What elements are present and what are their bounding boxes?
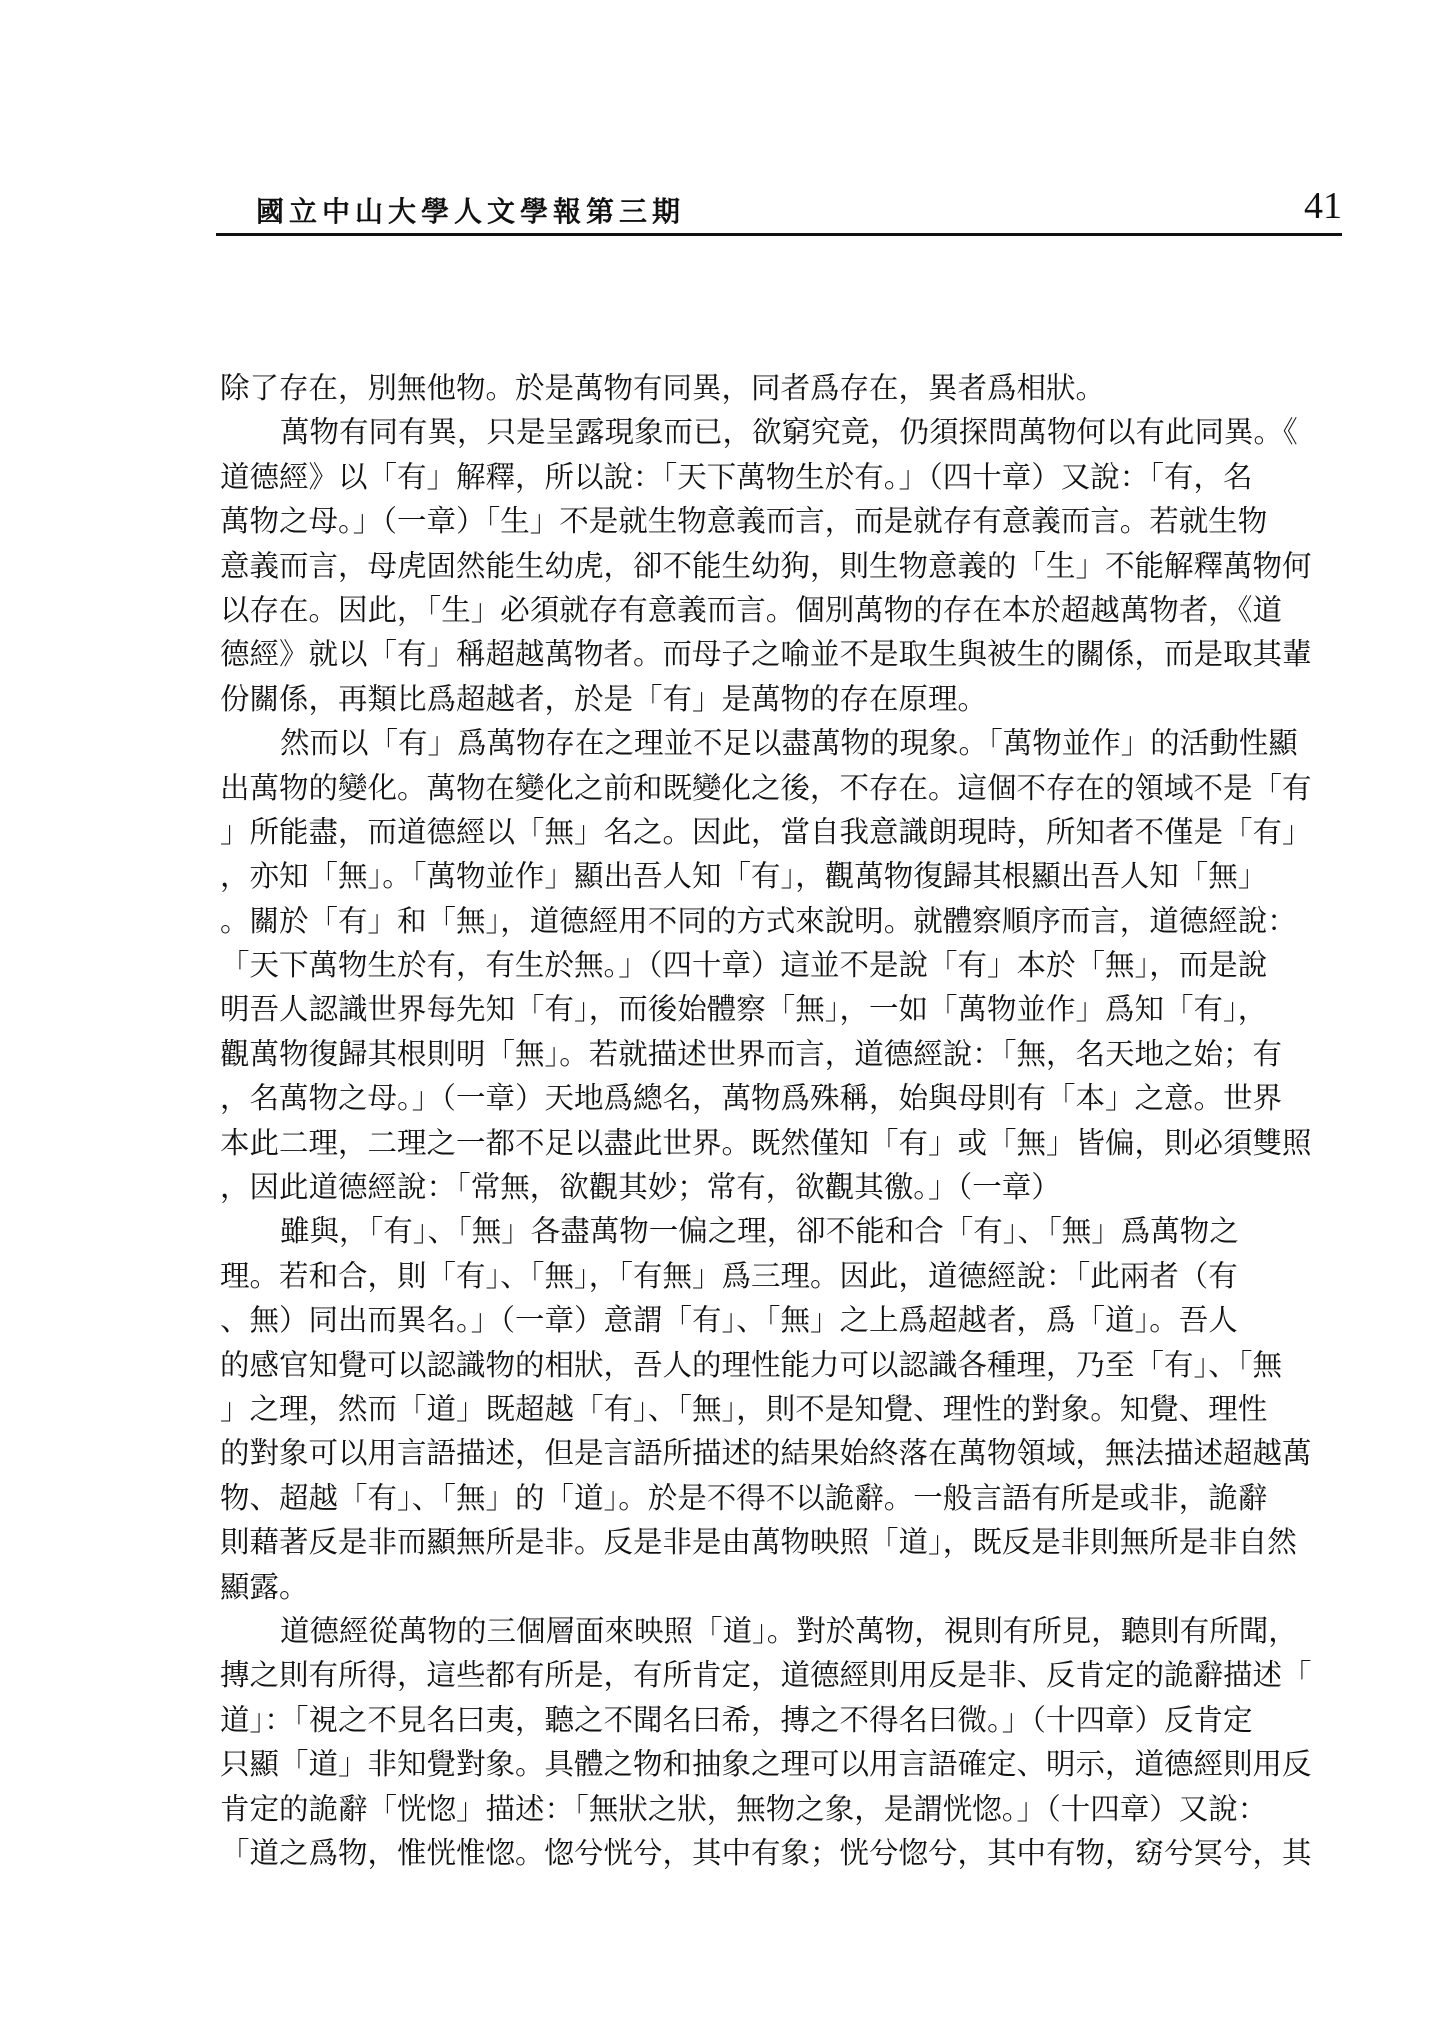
text-line: 出萬物的變化。萬物在變化之前和既變化之後，不存在。這個不存在的領域不是「有 [220, 770, 1312, 805]
text-line: 本此二理，二理之一都不足以盡此世界。既然僅知「有」或「無」皆偏，則必須雙照 [220, 1125, 1312, 1160]
text-line: 「道之爲物，惟恍惟惚。惚兮恍兮，其中有象；恍兮惚兮，其中有物，窈兮冥兮，其 [220, 1835, 1312, 1870]
journal-title: 國立中山大學人文學報第三期 [256, 195, 686, 228]
text-line: 肯定的詭辭「恍惚」描述：「無狀之狀，無物之象，是謂恍惚。」（十四章）又說： [220, 1791, 1268, 1826]
text-line: 道」：「視之不見名曰夷，聽之不聞名曰希，摶之不得名曰微。」（十四章）反肯定 [220, 1702, 1253, 1737]
header-rule [216, 233, 1342, 236]
text-line: 道德經從萬物的三個層面來映照「道」。對於萬物，視則有所見，聽則有所聞， [280, 1613, 1298, 1648]
text-line: 。關於「有」和「無」，道德經用不同的方式來說明。就體察順序而言，道德經說： [220, 903, 1297, 938]
text-line: 只顯「道」非知覺對象。具體之物和抽象之理可以用言語確定、明示，道德經則用反 [220, 1747, 1312, 1782]
text-line: 然而以「有」爲萬物存在之理並不足以盡萬物的現象。「萬物並作」的活動性顯 [280, 726, 1298, 761]
text-line: 觀萬物復歸其根則明「無」。若就描述世界而言，道德經說：「無，名天地之始；有 [220, 1036, 1283, 1071]
text-line: 摶之則有所得，這些都有所是，有所肯定，道德經則用反是非、反肯定的詭辭描述「 [220, 1658, 1312, 1693]
text-line: 顯露。 [220, 1569, 309, 1604]
text-line: ，亦知「無」。「萬物並作」顯出吾人知「有」，觀萬物復歸其根顯出吾人知「無」 [220, 859, 1268, 894]
text-line: 份關係，再類比爲超越者，於是「有」是萬物的存在原理。 [220, 681, 988, 716]
text-line: 萬物之母。」（一章）「生」不是就生物意義而言，而是就存有意義而言。若就生物 [220, 504, 1268, 539]
text-line: 萬物有同有異，只是呈露現象而已，欲窮究竟，仍須探問萬物何以有此同異。《 [280, 415, 1298, 450]
text-line: 」所能盡，而道德經以「無」名之。因此，當自我意識朗現時，所知者不僅是「有」 [220, 814, 1312, 849]
text-line: 「天下萬物生於有，有生於無。」（四十章）這並不是說「有」本於「無」，而是說 [220, 948, 1268, 983]
text-line: 、無）同出而異名。」（一章）意謂「有」、「無」之上爲超越者，爲「道」。吾人 [220, 1303, 1238, 1338]
text-line: 雖與，「有」、「無」各盡萬物一偏之理，卻不能和合「有」、「無」爲萬物之 [280, 1214, 1239, 1249]
body-text [220, 366, 1312, 1875]
text-line: 除了存在，別無他物。於是萬物有同異，同者爲存在，異者爲相狀。 [220, 371, 1106, 405]
text-line: 德經》就以「有」稱超越萬物者。而母子之喻並不是取生與被生的關係，而是取其輩 [220, 637, 1312, 672]
text-line: ，因此道德經說：「常無，欲觀其妙；常有，欲觀其徼。」（一章） [220, 1170, 1061, 1205]
text-line: 明吾人認識世界每先知「有」，而後始體察「無」，一如「萬物並作」爲知「有」， [220, 992, 1268, 1027]
text-line: 」之理，然而「道」既超越「有」、「無」，則不是知覺、理性的對象。知覺、理性 [220, 1391, 1268, 1426]
text-line: 則藉著反是非而顯無所是非。反是非是由萬物映照「道」，既反是非則無所是非自然 [220, 1525, 1297, 1560]
page-number: 41 [1304, 185, 1342, 227]
text-line: 的對象可以用言語描述，但是言語所描述的結果始終落在萬物領域，無法描述超越萬 [220, 1436, 1312, 1471]
text-line: 理。若和合，則「有」、「無」，「有無」爲三理。因此，道德經說：「此兩者（有 [220, 1258, 1238, 1293]
text-line: 意義而言，母虎固然能生幼虎，卻不能生幼狗，則生物意義的「生」不能解釋萬物何 [220, 548, 1312, 583]
text-line: 道德經》以「有」解釋，所以說：「天下萬物生於有。」（四十章）又說：「有，名 [220, 459, 1253, 494]
text-line: ，名萬物之母。」（一章）天地爲總名，萬物爲殊稱，始與母則有「本」之意。世界 [220, 1081, 1283, 1116]
text-line: 物、超越「有」、「無」的「道」。於是不得不以詭辭。一般言語有所是或非，詭辭 [220, 1480, 1268, 1515]
text-line: 以存在。因此，「生」必須就存有意義而言。個別萬物的存在本於超越萬物者，《道 [220, 592, 1283, 627]
page-header [216, 184, 1342, 236]
text-line: 的感官知覺可以認識物的相狀，吾人的理性能力可以認識各種理，乃至「有」、「無 [220, 1347, 1283, 1382]
